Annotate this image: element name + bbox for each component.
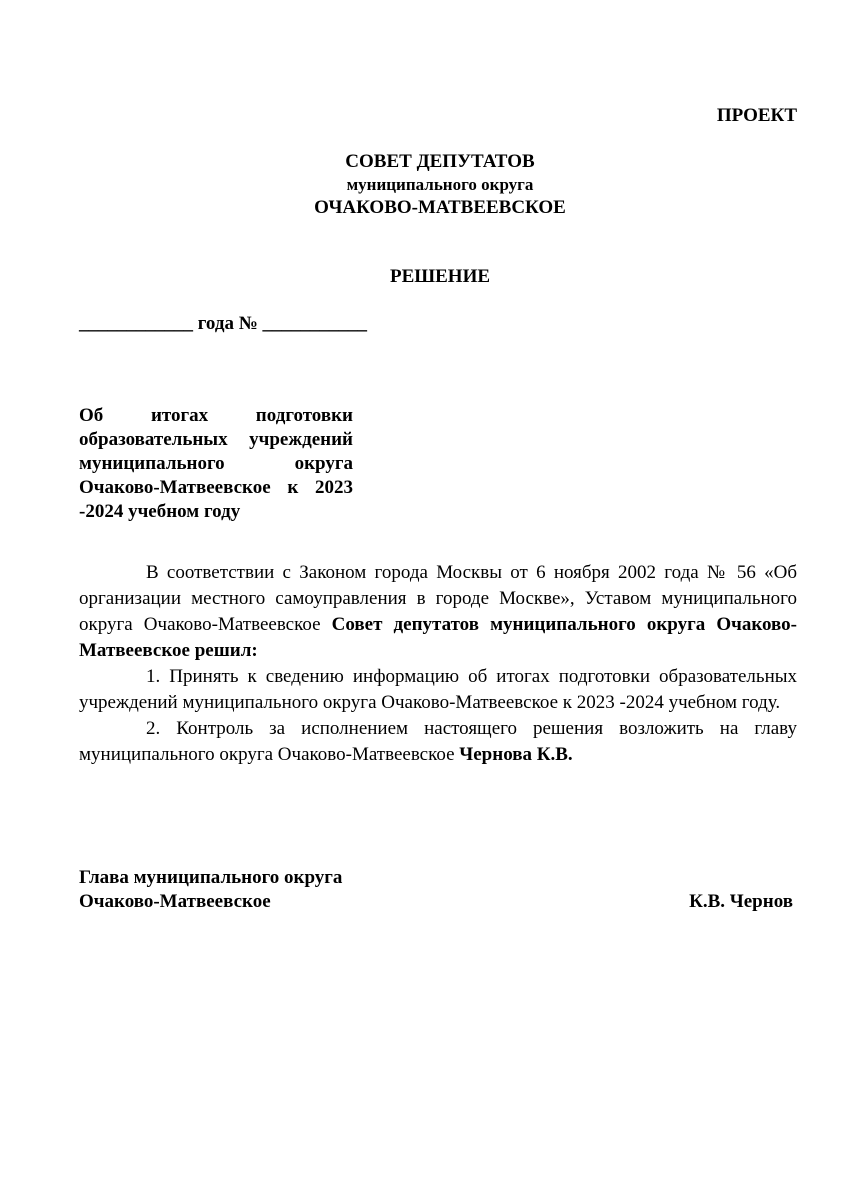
- item-2-text: 2. Контроль за исполнением настоящего решения возложить на главу муниципального округа Очаково-Матвеевское: [79, 718, 797, 765]
- preamble-resolution: Совет депутатов муниципального округа Очаково-Матвеевское решил:: [79, 614, 797, 661]
- council-name: СОВЕТ ДЕПУТАТОВ: [345, 151, 535, 172]
- resolution-item-1: 1. Принять к сведению информацию об итогах подготовки образовательных учреждений муниципального округа Очаково-Матвеевское к 2023 -2024 учебном году.: [79, 666, 797, 713]
- preamble-text: В соответствии с Законом города Москвы от 6 ноября 2002 года № 56 «Об организации местного самоуправления в городе Москве», Уставом муниципального округа Очаково-Матвеевское: [79, 562, 797, 635]
- preamble-paragraph: [79, 560, 797, 664]
- issuer-header: [0, 150, 848, 220]
- date-number-line: ____________ года № ___________: [79, 313, 368, 334]
- document-subject: Об итогах подготовки образовательных учреждений муниципального округа Очаково-Матвеевское к 2023 -2024 учебном году: [79, 405, 353, 522]
- document-type: РЕШЕНИЕ: [389, 266, 491, 287]
- item-2-person: Чернова К.В.: [459, 744, 573, 765]
- resolution-item-2: [79, 716, 797, 768]
- signatory-name: К.В. Чернов: [689, 891, 793, 912]
- signatory-title-line1: Глава муниципального округа: [79, 867, 343, 888]
- signatory-row: [79, 890, 793, 914]
- municipality-type: муниципального округа: [346, 175, 534, 194]
- municipality-name: ОЧАКОВО-МАТВЕЕВСКОЕ: [314, 197, 566, 218]
- signature-block: [79, 866, 793, 914]
- document-body: [79, 560, 797, 768]
- signatory-title-line2: Очаково-Матвеевское: [79, 891, 271, 912]
- draft-stamp: ПРОЕКТ: [716, 105, 797, 126]
